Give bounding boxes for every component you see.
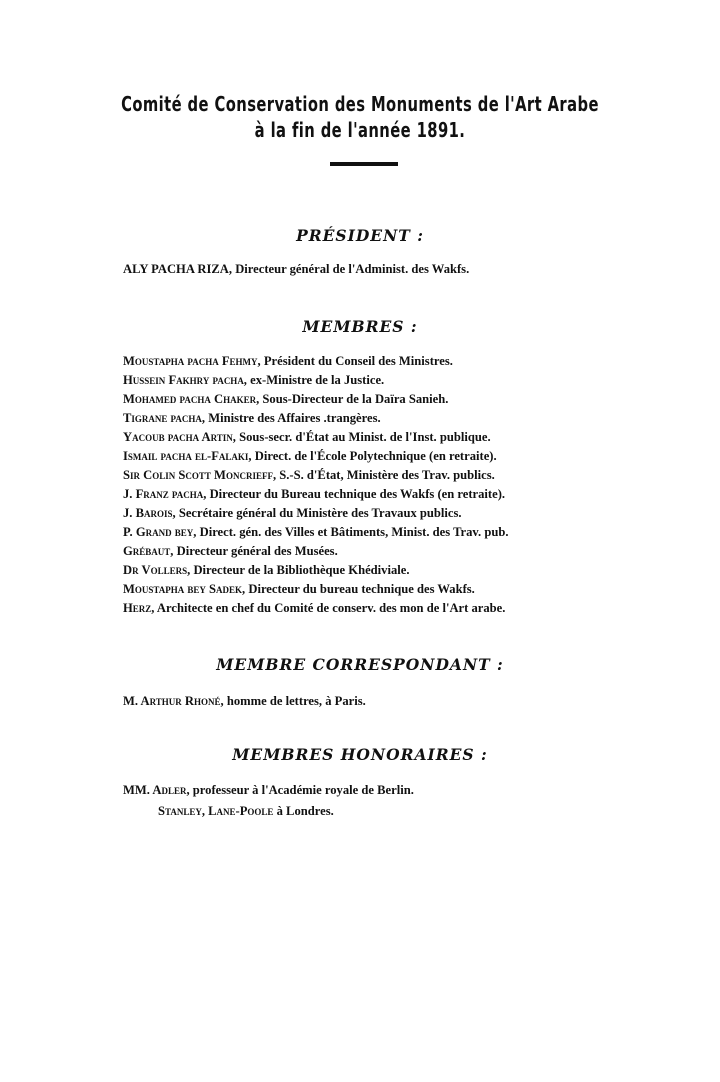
member-entry	[123, 504, 462, 522]
president-name: ALY PACHA RIZA,	[123, 262, 233, 276]
honoraires-name-2: Stanley, Lane-Poole	[158, 804, 274, 818]
member-role: Direct. de l'École Polytechnique (en retraite).	[254, 449, 497, 463]
member-name: Grébaut,	[123, 544, 174, 558]
document-title-line-1: Comité de Conservation des Monuments de l'Art Arabe	[121, 92, 599, 116]
member-entry	[123, 580, 475, 598]
honoraires-role-1: professeur à l'Académie royale de Berlin.	[192, 783, 414, 797]
president-heading: PRÉSIDENT :	[296, 226, 424, 245]
member-name: Moustapha bey Sadek,	[123, 582, 246, 596]
member-entry	[123, 599, 505, 617]
member-entry	[123, 390, 448, 408]
president-entry	[123, 262, 469, 277]
correspondant-name: M. Arthur Rhoné,	[123, 694, 224, 708]
correspondant-heading: MEMBRE CORRESPONDANT :	[216, 655, 504, 674]
membres-heading: MEMBRES :	[302, 317, 418, 336]
member-name: Yacoub pacha Artin,	[123, 430, 236, 444]
honoraires-entry-1	[123, 783, 414, 798]
member-role: S.-S. d'État, Ministère des Trav. publics.	[279, 468, 495, 482]
member-entry	[123, 466, 495, 484]
honoraires-entry-2	[158, 804, 334, 819]
honoraires-name-1: MM. Adler,	[123, 783, 190, 797]
title-rule	[330, 162, 398, 166]
member-role: Sous-secr. d'État au Minist. de l'Inst. publique.	[239, 430, 491, 444]
member-name: Mohamed pacha Chaker,	[123, 392, 260, 406]
member-entry	[123, 485, 505, 503]
member-role: Directeur du bureau technique des Wakfs.	[248, 582, 475, 596]
correspondant-entry	[123, 694, 366, 709]
member-role: Directeur du Bureau technique des Wakfs (en retraite).	[209, 487, 506, 501]
member-name: J. Franz pacha,	[123, 487, 207, 501]
member-entry	[123, 523, 509, 541]
member-name: Ismail pacha el-Falaki,	[123, 449, 252, 463]
member-name: Herz,	[123, 601, 155, 615]
document-title-line-2: à la fin de l'année 1891.	[254, 118, 466, 142]
member-name: Sir Colin Scott Moncrieff,	[123, 468, 277, 482]
member-entry	[123, 447, 497, 465]
member-role: Architecte en chef du Comité de conserv. des mon de l'Art arabe.	[156, 601, 506, 615]
member-role: Sous-Directeur de la Daïra Sanieh.	[262, 392, 449, 406]
member-role: Ministre des Affaires .trangères.	[208, 411, 381, 425]
member-name: Dr Vollers,	[123, 563, 191, 577]
member-role: Directeur de la Bibliothèque Khédiviale.	[193, 563, 410, 577]
member-name: Hussein Fakhry pacha,	[123, 373, 247, 387]
member-entry	[123, 371, 384, 389]
member-entry	[123, 352, 453, 370]
member-role: Direct. gén. des Villes et Bâtiments, Minist. des Trav. pub.	[199, 525, 509, 539]
correspondant-role: homme de lettres, à Paris.	[226, 694, 366, 708]
member-entry	[123, 428, 491, 446]
honoraires-role-2: à Londres.	[276, 804, 334, 818]
president-role: Directeur général de l'Administ. des Wakfs.	[235, 262, 470, 276]
member-name: Tigrane pacha,	[123, 411, 206, 425]
member-name: J. Barois,	[123, 506, 176, 520]
member-role: Président du Conseil des Ministres.	[263, 354, 453, 368]
member-entry	[123, 542, 338, 560]
member-role: ex-Ministre de la Justice.	[250, 373, 385, 387]
member-name: Moustapha pacha Fehmy,	[123, 354, 261, 368]
honoraires-heading: MEMBRES HONORAIRES :	[232, 745, 488, 764]
member-name: P. Grand bey,	[123, 525, 197, 539]
member-entry	[123, 561, 410, 579]
member-role: Directeur général des Musées.	[176, 544, 338, 558]
member-entry	[123, 409, 381, 427]
member-role: Secrétaire général du Ministère des Travaux publics.	[178, 506, 462, 520]
